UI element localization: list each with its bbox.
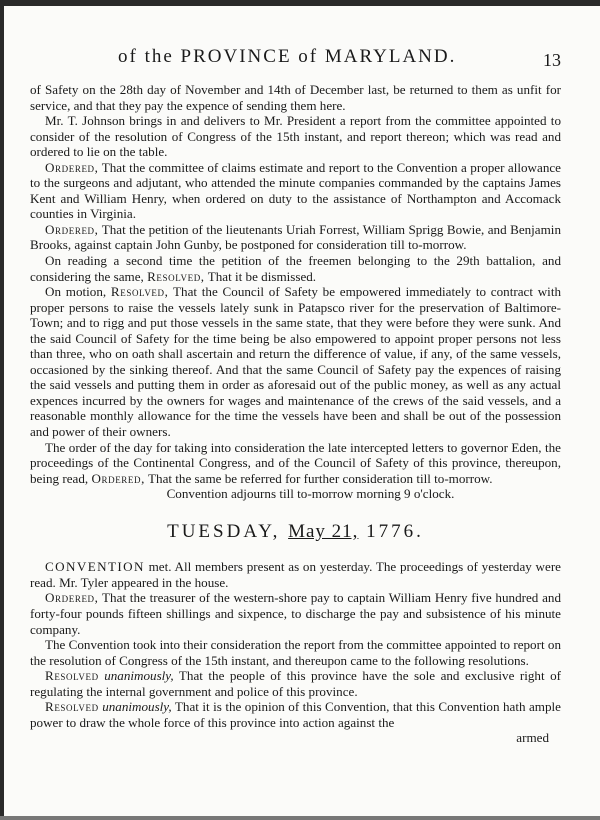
unanimously-label: unanimously, (98, 699, 172, 715)
paragraph-10: The Convention took into their consideration the report from the committee appointed to report on the resolution of Congress of the 15th instant, and thereupon came to the following resolutions. (30, 637, 561, 668)
paragraph-9 (30, 590, 561, 637)
paragraph-2: Mr. T. Johnson brings in and delivers to Mr. President a report from the committee appointed to consider of the resolution of Congress of the 15th instant, and report thereon; which was read and ordered to lie on the table. (30, 113, 561, 160)
scan-edge-top (0, 0, 600, 6)
paragraph-5-text-a: On reading a second time the petition of the freemen belonging to the 29th battalion, and considering the same, (30, 253, 561, 284)
scan-edge-left (0, 0, 4, 820)
paragraph-8-text: met. All members present as on yesterday. The proceedings of yesterday were read. Mr. Tyler appeared in the house. (30, 559, 561, 590)
convention-label: CONVENTION (45, 559, 145, 575)
paragraph-6-text-b: That the Council of Safety be empowered immediately to contract with proper persons to raise the vessels lately sunk in Patapsco river for the preservation of Baltimore-Town; and to rigg and put those vessels in the same state, that they were before they were sunk. And the said Council of Safety for the time being be also empowered to appoint proper persons not less than three, who on oath shall ascertain and return the difference of value, if any, of the same vessels, occasioned by the sinking thereof. And that the same Council of Safety pay the expences of raising the said vessels and putting them in order as aforesaid out of the public money, as well as any actual expences incurred by the owners for wages and maintenance of the crews of the said vessels, and a reasonable monthly allowance for the time the vessels have been and shall be out of the possession and power of their owners. (30, 284, 562, 440)
paragraph-11-text: That the people of this province have the sole and exclusive right of regulating the internal government and police of this province. (30, 668, 561, 699)
paragraph-3-text: That the committee of claims estimate and report to the Convention a proper allowance to the surgeons and adjutant, who attended the minute companies commanded by the captains James Kent and William Henry, when ordered on duty to the assistance of Northampton and Accomack counties in Virginia. (30, 159, 561, 222)
paragraph-7 (30, 440, 561, 487)
paragraph-1: of Safety on the 28th day of November and 14th of December last, be returned to them as unfit for service, and that they pay the expence of sending them here. (30, 82, 561, 113)
adjournment-line: Convention adjourns till to-morrow morning 9 o'clock. (166, 486, 455, 502)
date-heading-year: 1776. (366, 520, 424, 542)
ordered-label: Ordered, (91, 470, 145, 486)
resolved-label: Resolved (45, 699, 99, 715)
paragraph-12-text: That it is the opinion of this Convention, that this Convention hath ample power to draw the whole force of this province into action against the (30, 699, 561, 730)
paragraph-6-text-a: On motion, (45, 284, 107, 300)
resolved-label: Resolved, (147, 268, 205, 284)
catchword: armed (516, 730, 549, 746)
ordered-label: Ordered, (45, 159, 99, 175)
ordered-label: Ordered, (45, 590, 99, 606)
ordered-label: Ordered, (45, 221, 99, 237)
date-heading-date: May 21, (288, 520, 359, 542)
date-heading (30, 520, 561, 542)
paragraph-12 (30, 699, 561, 730)
unanimously-label: unanimously, (98, 668, 174, 684)
resolved-label: Resolved, (110, 284, 169, 300)
date-heading-day: TUESDAY, (167, 520, 281, 542)
paragraph-9-text: That the treasurer of the western-shore pay to captain William Henry five hundred and forty-four pounds fifteen shillings and sixpence, to discharge the pay and subsistence of his minute company. (30, 590, 561, 637)
paragraph-5-text-b: That it be dismissed. (204, 268, 317, 284)
body-text (30, 82, 561, 746)
scan-edge-bottom (0, 816, 600, 820)
page-number: 13 (543, 50, 561, 70)
paragraph-4 (30, 222, 561, 253)
paragraph-8 (30, 559, 561, 590)
paragraph-5 (30, 253, 561, 284)
paragraph-4-text: That the petition of the lieutenants Uriah Forrest, William Sprigg Bowie, and Benjamin Brooks, against captain John Gunby, be postponed for consideration till to-morrow. (30, 221, 561, 253)
paragraph-7-text-b: That the same be referred for further consideration till to-morrow. (144, 470, 493, 486)
paragraph-3 (30, 160, 561, 222)
paragraph-11 (30, 668, 561, 699)
resolved-label: Resolved (45, 668, 99, 684)
running-head: of the PROVINCE of MARYLAND. (118, 46, 457, 67)
paragraph-6 (30, 284, 561, 439)
paragraph-7-text-a: The order of the day for taking into consideration the late intercepted letters to governor Eden, the proceedings of the Continental Congress, and of the Council of Safety of this province, thereupon, being read, (30, 439, 561, 486)
